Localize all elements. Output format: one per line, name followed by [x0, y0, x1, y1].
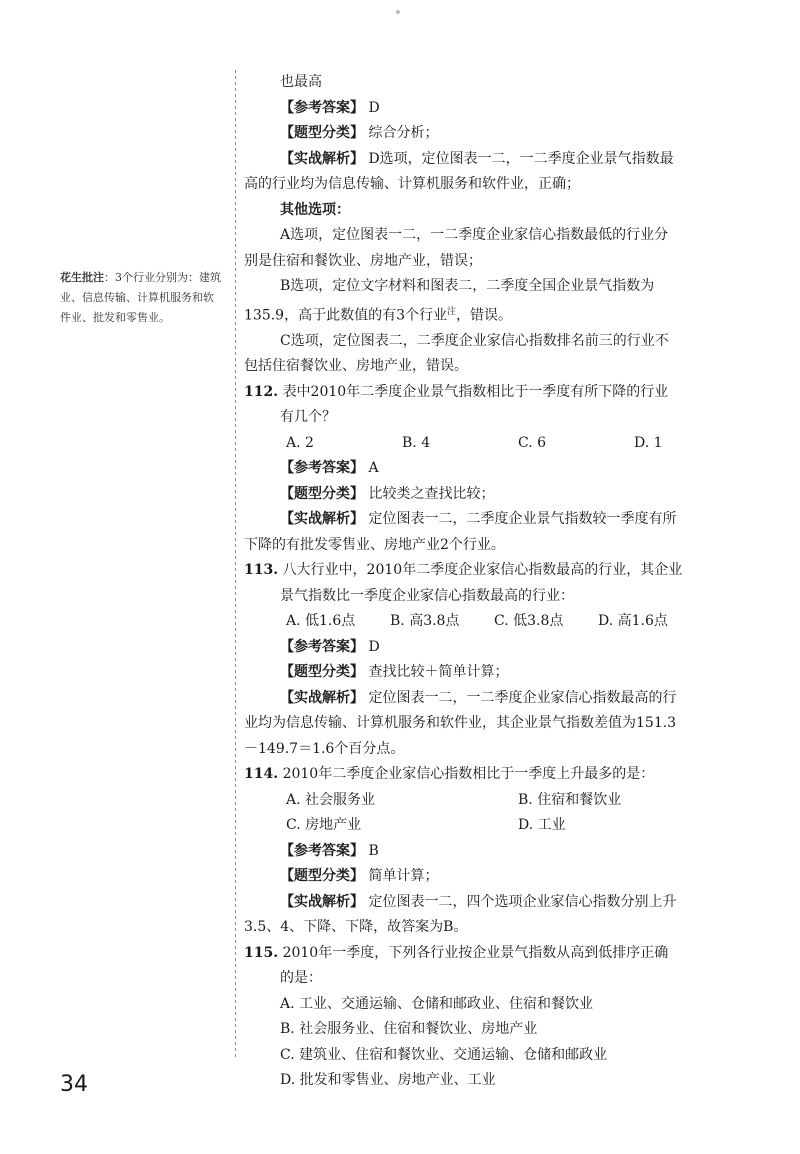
- option-b: B. 社会服务业、住宿和餐饮业、房地产业: [280, 1021, 538, 1038]
- option-d: D. 1: [634, 434, 663, 451]
- answer-line: [244, 635, 762, 661]
- margin-divider: [232, 70, 240, 1060]
- question-number: 115.: [244, 944, 279, 961]
- question-text: 的是：: [280, 970, 322, 987]
- text-line: 下降的有批发零售业、房地产业2个行业。: [244, 536, 505, 553]
- margin-annotation: [60, 268, 224, 328]
- question-113: [244, 558, 762, 584]
- text-line: 高的行业均为信息传输、计算机服务和软件业，正确；: [244, 176, 580, 192]
- option-a: A. 2: [286, 434, 314, 451]
- main-text: [244, 70, 762, 1094]
- question-number: 113.: [244, 562, 279, 579]
- type-tag: 【题型分类】: [280, 485, 364, 502]
- type-value: 查找比较＋简单计算；: [368, 664, 509, 681]
- option-a: A. 工业、交通运输、仓储和邮政业、住宿和餐饮业: [280, 995, 594, 1012]
- page-dot: [396, 10, 400, 14]
- question-text: 2010年一季度，下列各行业按企业景气指数从高到低排序正确: [282, 944, 669, 961]
- explain-line: [244, 890, 762, 916]
- question-number: 114.: [244, 766, 279, 783]
- explain-tag: 【实战解析】: [280, 893, 364, 910]
- option-c: C. 低3.8点: [494, 613, 564, 630]
- option-c: C. 建筑业、住宿和餐饮业、交通运输、仓储和邮政业: [280, 1046, 608, 1063]
- explain-line: [244, 147, 762, 173]
- answer-value: D: [368, 638, 380, 655]
- options-row: [244, 609, 762, 635]
- explain-tag: 【实战解析】: [280, 511, 364, 528]
- explain-text: 定位图表一二，四个选项企业家信心指数分别上升: [368, 893, 677, 910]
- type-tag: 【题型分类】: [280, 664, 364, 681]
- explain-tag: 【实战解析】: [280, 689, 364, 706]
- answer-line: [244, 456, 762, 482]
- type-tag: 【题型分类】: [280, 125, 364, 141]
- option-c: C. 6: [518, 434, 547, 451]
- explain-line: [244, 686, 762, 712]
- explain-tag: 【实战解析】: [280, 150, 364, 167]
- options-row: [244, 431, 762, 457]
- answer-tag: 【参考答案】: [280, 638, 364, 655]
- explain-text: 定位图表一二，二季度企业景气指数较一季度有所: [368, 511, 677, 528]
- text-line: 业均为信息传输、计算机服务和软件业，其企业景气指数差值为151.3: [244, 715, 677, 732]
- option-d: D. 批发和零售业、房地产业、工业: [280, 1072, 496, 1089]
- type-value: 比较类之查找比较；: [368, 485, 495, 502]
- answer-line: [244, 96, 762, 122]
- text-line: C选项，定位图表二，二季度企业家信心指数排名前三的行业不: [280, 332, 669, 349]
- options-row: [244, 788, 762, 814]
- explain-text: D选项，定位图表一二，一二季度企业景气指数最: [368, 150, 674, 167]
- type-line: [244, 864, 762, 890]
- question-text: 表中2010年二季度企业景气指数相比于一季度有所下降的行业: [282, 383, 669, 400]
- answer-value: D: [368, 99, 380, 116]
- text-line: [244, 300, 762, 329]
- text-line: B选项，定位文字材料和图表二，二季度全国企业景气指数为: [280, 278, 655, 294]
- text-span: 135.9，高于此数值的有3个行业: [244, 307, 447, 324]
- question-114: [244, 762, 762, 788]
- option-b: B. 住宿和餐饮业: [518, 791, 622, 808]
- option-c: C. 房地产业: [286, 817, 362, 834]
- text-line: A选项，定位图表一二，一二季度企业家信心指数最低的行业分: [280, 227, 669, 243]
- text-line: 包括住宿餐饮业、房地产业，错误。: [244, 358, 468, 375]
- type-value: 简单计算；: [368, 868, 439, 885]
- text-line: －149.7＝1.6个百分点。: [244, 740, 405, 757]
- type-value: 综合分析；: [368, 125, 439, 141]
- answer-tag: 【参考答案】: [280, 99, 364, 116]
- question-115: [244, 941, 762, 967]
- answer-line: [244, 839, 762, 865]
- question-112: [244, 380, 762, 406]
- type-line: [244, 660, 762, 686]
- other-options-heading: 其他选项：: [280, 201, 350, 218]
- margin-annotation-text: ：3个行业分别为：建筑业、信息传输、计算机服务和软件业、批发和零售业。: [60, 271, 221, 324]
- margin-annotation-title: 花生批注: [60, 271, 104, 284]
- text-line: 也最高: [280, 74, 322, 90]
- type-line: [244, 482, 762, 508]
- answer-value: A: [368, 460, 379, 477]
- option-a: A. 低1.6点: [286, 613, 356, 630]
- answer-value: B: [368, 842, 379, 859]
- option-b: B. 4: [402, 434, 431, 451]
- question-text: 景气指数比一季度企业家信心指数最高的行业：: [280, 587, 574, 604]
- question-text: 2010年二季度企业家信心指数相比于一季度上升最多的是：: [282, 766, 655, 783]
- type-line: [244, 121, 762, 147]
- note-mark: 注: [447, 306, 457, 317]
- answer-tag: 【参考答案】: [280, 842, 364, 859]
- question-text: 有几个？: [280, 409, 336, 426]
- option-a: A. 社会服务业: [286, 791, 376, 808]
- text-span: ，错误。: [456, 307, 513, 324]
- text-line: 别是住宿和餐饮业、房地产业，错误；: [244, 252, 482, 269]
- option-d: D. 高1.6点: [598, 613, 668, 630]
- text-line: 3.5、4、下降、下降，故答案为B。: [244, 919, 468, 936]
- options-row: [244, 813, 762, 839]
- option-d: D. 工业: [518, 817, 566, 834]
- question-number: 112.: [244, 383, 279, 400]
- explain-line: [244, 507, 762, 533]
- type-tag: 【题型分类】: [280, 868, 364, 885]
- page-number: 34: [60, 1072, 88, 1097]
- question-text: 八大行业中，2010年二季度企业家信心指数最高的行业，其企业: [282, 562, 683, 579]
- explain-text: 定位图表一二，一二季度企业家信心指数最高的行: [368, 689, 677, 706]
- answer-tag: 【参考答案】: [280, 460, 364, 477]
- option-b: B. 高3.8点: [390, 613, 460, 630]
